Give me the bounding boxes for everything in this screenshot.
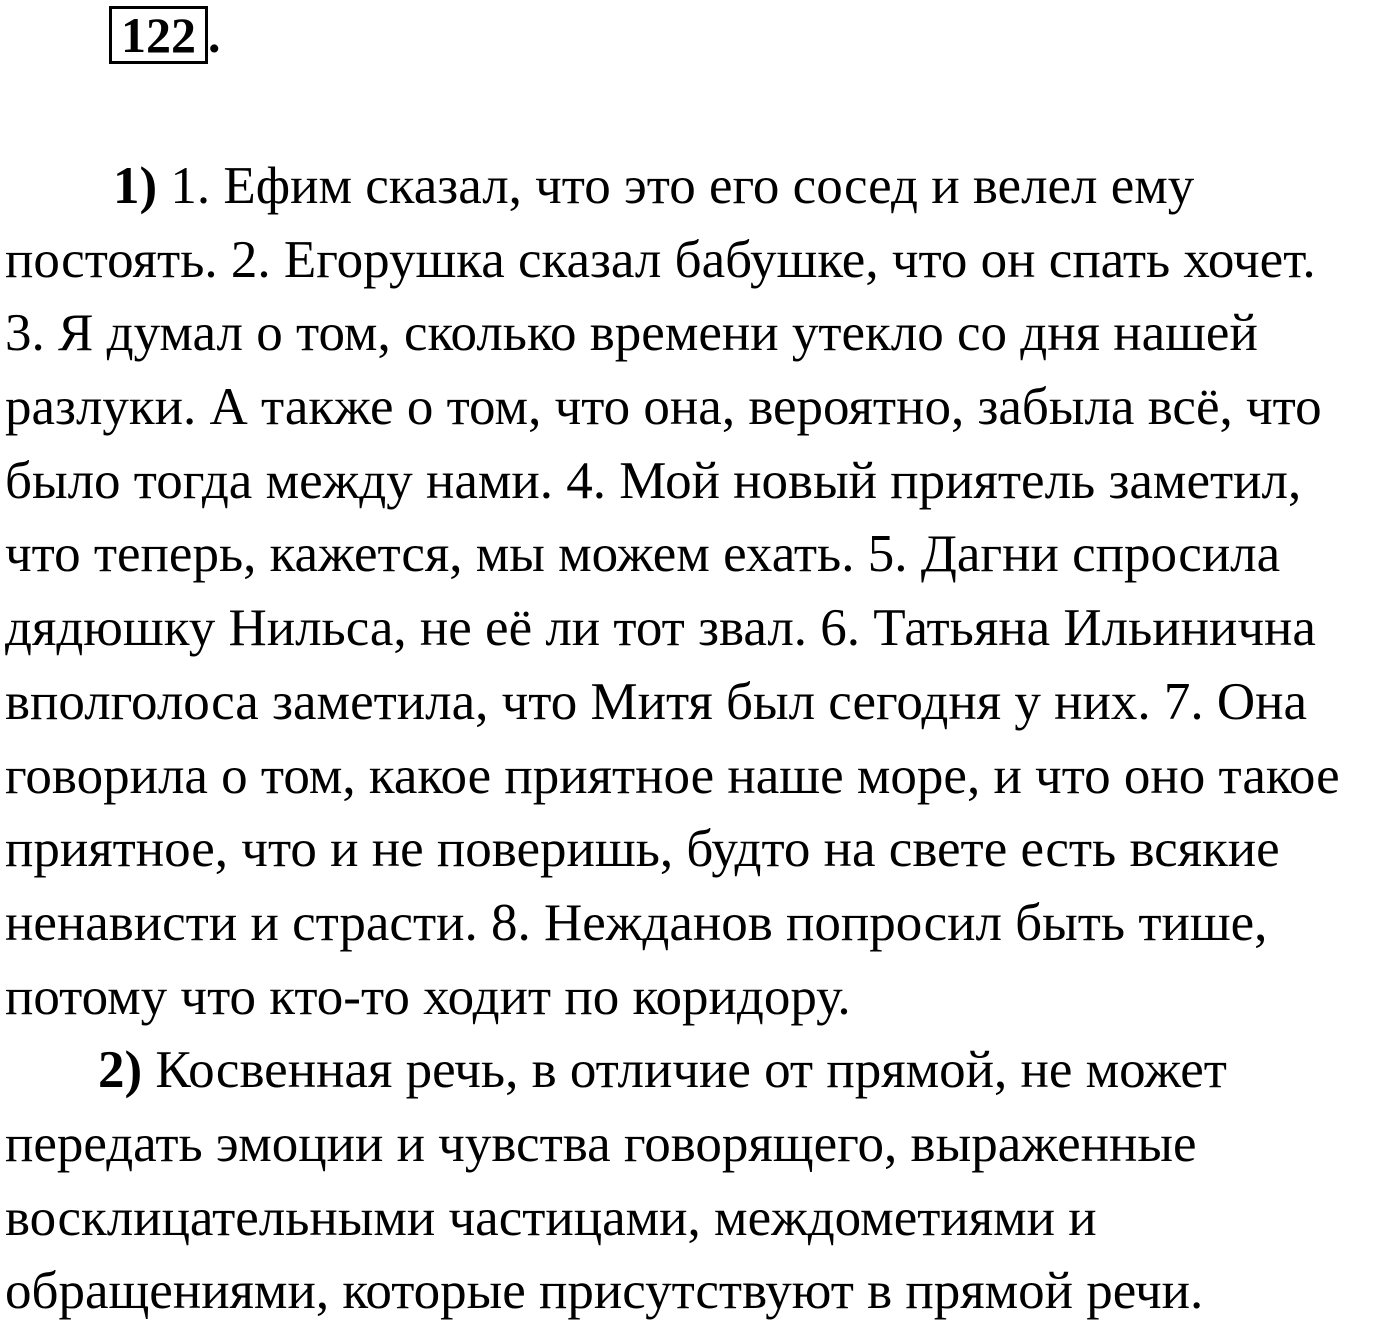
text-line <box>5 150 1400 224</box>
text-line: что теперь, кажется, мы можем ехать. 5. Дагни спросила <box>5 525 1281 584</box>
answer-part-2 <box>5 1034 1400 1329</box>
task-number-suffix: . <box>208 7 221 63</box>
answer-part-1 <box>5 150 1400 1034</box>
text-line: было тогда между нами. 4. Мой новый приятель заметил, <box>5 451 1302 510</box>
text-line: обращениями, которые присутствуют в прямой речи. <box>5 1262 1204 1321</box>
text-line <box>5 1034 1400 1108</box>
text-line: разлуки. А также о том, что она, вероятно, забыла всё, что <box>5 378 1322 437</box>
text-line: вполголоса заметила, что Митя был сегодня у них. 7. Она <box>5 672 1307 731</box>
text-line: говорила о том, какое приятное наше море, и что оно такое <box>5 746 1340 805</box>
answer-text <box>5 150 1400 1329</box>
text-line-content: Косвенная речь, в отличие от прямой, не может <box>142 1041 1227 1100</box>
text-line: приятное, что и не поверишь, будто на свете есть всякие <box>5 820 1280 879</box>
part-label: 2) <box>98 1041 143 1100</box>
text-line: передать эмоции и чувства говорящего, выраженные <box>5 1114 1197 1173</box>
task-number-box: 122 <box>109 6 208 64</box>
text-line: ненависти и страсти. 8. Нежданов попросил быть тише, <box>5 893 1268 952</box>
text-line: потому что кто-то ходит по коридору. <box>5 967 851 1026</box>
task-number <box>109 6 221 64</box>
text-line-content: 1. Ефим сказал, что это его сосед и велел ему <box>157 157 1195 215</box>
text-line: 3. Я думал о том, сколько времени утекло со дня нашей <box>5 304 1258 363</box>
text-line: восклицательными частицами, междометиями и <box>5 1188 1097 1247</box>
text-line: постоять. 2. Егорушка сказал бабушке, что он спать хочет. <box>5 230 1316 289</box>
part-label: 1) <box>113 157 158 215</box>
text-line: дядюшку Нильса, не её ли тот звал. 6. Татьяна Ильинична <box>5 599 1316 658</box>
